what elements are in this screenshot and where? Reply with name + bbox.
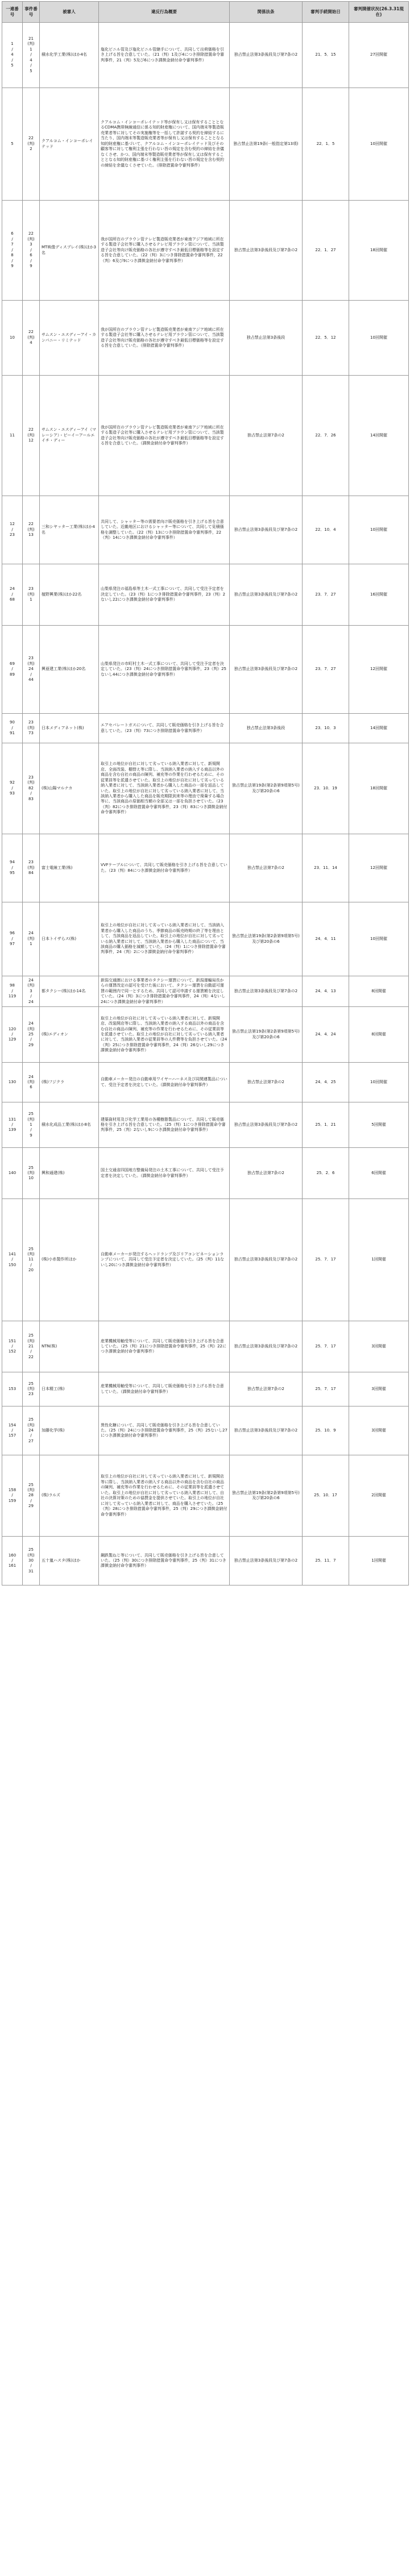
cell-violation: 建築資材用及び化学工業用の各種樹脂製品について、共同して販売価格を引き上げる旨を合意していた。（25（判）1につき排除措置命令審判事件，25（判）2ないし9につき課徴金納付命令審判事件） [99, 1102, 230, 1148]
cell-case-id: 22 (判) 13 [23, 496, 40, 564]
cell-date: 23．7．27 [303, 626, 349, 714]
cell-law: 独占禁止法第3条後段 [230, 714, 303, 743]
header-violation: 違反行為概要 [99, 2, 230, 23]
cell-case-id: 23 (判) 84 [23, 834, 40, 902]
cell-case-no: 5 [2, 88, 23, 201]
table-row [2, 376, 409, 496]
table-row [2, 743, 409, 834]
cell-violation: 取引上の地位が自社に対して劣っている納入業者に対して、当該納入業者から購入した商品のうち、季節商品の販売時期の終了等を理由として、当該商品を返品していた。取引上の地位が自社に対して劣っている納入業者に対して、当該納入業者から購入した商品について、当該商品の購入価格を減額していた。（24（判）1につき排除措置命令審判事件，24（判）2につき課徴金納付命令審判事件） [99, 902, 230, 976]
cell-respondent: (株)フジクラ [40, 1063, 99, 1102]
cell-date: 23．10．3 [303, 714, 349, 743]
cell-law: 独占禁止法第3条後段及び第7条の2 [230, 496, 303, 564]
cell-case-id: 25 (判) 28 / 29 [23, 1455, 40, 1537]
cell-law: 独占禁止法第7条の2 [230, 1148, 303, 1199]
table-row [2, 88, 409, 201]
cell-case-id: 25 (判) 10 [23, 1148, 40, 1199]
cell-respondent: クアルコム・インコーポレイテッド [40, 88, 99, 201]
cell-law: 独占禁止法第7条の2 [230, 1063, 303, 1102]
cell-respondent: 日本精工(株) [40, 1372, 99, 1406]
cell-law: 独占禁止法第7条の2 [230, 834, 303, 902]
cell-respondent: サムスン・エスディーアイ（マレーシア）・ビーイーアールエイチ・ディー [40, 376, 99, 496]
cell-respondent: 日本メディアネット(株) [40, 714, 99, 743]
cell-case-no: 1 / 4 / 5 [2, 23, 23, 88]
cell-case-no: 24 / 68 [2, 564, 23, 626]
cell-case-no: 140 [2, 1148, 23, 1199]
table-row [2, 1537, 409, 1585]
cell-date: 25．10．9 [303, 1406, 349, 1455]
cell-case-no: 151 / 152 [2, 1321, 23, 1372]
cell-case-id: 23 (判) 73 [23, 714, 40, 743]
table-body [2, 23, 409, 1585]
cell-status: 3回開催 [349, 1406, 409, 1455]
cell-case-id: 22 (判) 3 / 6 / 9 [23, 201, 40, 301]
cell-date: 22．1．27 [303, 201, 349, 301]
table-row [2, 1148, 409, 1199]
cell-case-id: 23 (判) 24 / 44 [23, 626, 40, 714]
cell-case-no: 131 / 139 [2, 1102, 23, 1148]
table-row [2, 496, 409, 564]
cell-case-no: 98 / 119 [2, 976, 23, 1007]
cell-date: 22．10．4 [303, 496, 349, 564]
cell-date: 25．10．17 [303, 1455, 349, 1537]
cell-case-no: 12 / 23 [2, 496, 23, 564]
header-case-id: 事件番号 [23, 2, 40, 23]
case-table [2, 1, 409, 1585]
cell-date: 21．5．15 [303, 23, 349, 88]
cell-violation: 自動車メーカーが発注するヘッドランプ及びリアコンビネーションランプについて、共同して受注予定者を決定していた。（25（判）11ないし20につき課徴金納付命令審判事件） [99, 1199, 230, 1321]
cell-case-id: 25 (判) 24 / 27 [23, 1406, 40, 1455]
cell-case-id: 25 (判) 11 / 20 [23, 1199, 40, 1321]
cell-violation: 我が国所在のブラウン管テレビ製造販売業者が東南アジア地域に所在する製造子会社等に購入させるテレビ用ブラウン管について、当該製造子会社等向け販売価格の各社が遵守すべき最低目標価格等を設定する旨を合意していた。（排除措置命令審判事件） [99, 301, 230, 376]
table-row [2, 1321, 409, 1372]
cell-case-no: 130 [2, 1063, 23, 1102]
cell-case-no: 69 / 89 [2, 626, 23, 714]
cell-law: 独占禁止法第19条(第2条第9項第5号)及び第20条の6 [230, 1007, 303, 1063]
cell-violation: 取引上の地位が自社に対して劣っている納入業者に対して、新規開店、全面改装、棚替え等に際し、当該納入業者の納入する商品以外の商品を含む自社の商品の陳列、補充等の作業を行わせるために、その従業員等を派遣させていた。取引上の地位が自社に対して劣っている納入業者に対して、当該納入業者から購入した商品の一部を返品していた。取引上の地位が自社に対して劣っている納入業者に対して、当該納入業者から購入した商品を販売期限到来等の理由で廃棄する場合等に、当該商品の原価相当額の全部又は一部を負担させていた。（23（判）82につき排除措置命令審判事件，23（判）83につき課徴金納付命令審判事件） [99, 743, 230, 834]
table-row [2, 976, 409, 1007]
header-respondent: 被審人 [40, 2, 99, 23]
cell-case-id: 24 (判) 6 [23, 1063, 40, 1102]
cell-violation: 新潟交通圏における事業者のタクシー運賃について、新潟運輸局長からの運賃改定の認可を受けた後において、タクシー運賃を自動認可運賃の範囲内で同一とするため、共同して認可申請する運賃額を決定していた。（24（判）3につき排除措置命令審判事件，24（判）4ないし24につき課徴金納付命令審判事件） [99, 976, 230, 1007]
cell-status: 1回開催 [349, 1537, 409, 1585]
cell-law: 独占禁止法第19条(第2条第9項第5号)及び第20条の6 [230, 743, 303, 834]
cell-law: 独占禁止法第3条後段及び第7条の2 [230, 976, 303, 1007]
cell-law: 独占禁止法第3条後段及び第7条の2 [230, 1199, 303, 1321]
table-row [2, 626, 409, 714]
table-row [2, 1455, 409, 1537]
cell-respondent: サムスン・エスディーアイ・カンパニー・リミテッド [40, 301, 99, 376]
cell-violation: VVFケーブルについて、共同して販売価格を引き上げる旨を合意していた。（23（判）84につき課徴金納付命令審判事件） [99, 834, 230, 902]
cell-law: 独占禁止法第19条(一般指定第13項) [230, 88, 303, 201]
cell-respondent: 積水化学工業(株)ほか4名 [40, 23, 99, 88]
cell-status: 14回開催 [349, 376, 409, 496]
cell-status: 10回開催 [349, 496, 409, 564]
cell-violation: 国土交通省四国地方整備局発注の土木工事について、共同して受注予定者を決定していた。（課徴金納付命令審判事件） [99, 1148, 230, 1199]
cell-case-id: 24 (判) 1 [23, 902, 40, 976]
cell-respondent: 都タクシー(株)ほか14名 [40, 976, 99, 1007]
table-row [2, 834, 409, 902]
cell-case-no: 92 / 93 [2, 743, 23, 834]
cell-case-no: 153 [2, 1372, 23, 1406]
cell-case-id: 21 (判) 1 / 4 / 5 [23, 23, 40, 88]
cell-date: 23．10．19 [303, 743, 349, 834]
cell-violation: 取引上の地位が自社に対して劣っている納入業者に対して、新規開店等に際し、当該納入業者の納入する商品以外の商品を含む自社の商品の陳列、補充等の作業を行わせるために、その従業員等を派遣させていた。取引上の地位が自社に対して劣っている納入業者に対して、自社の決算対策のための協賛金を提供させていた。取引上の地位が自社に対して劣っている納入業者に対して、商品を購入させていた。（25（判）28につき排除措置命令審判事件，25（判）29につき課徴金納付命令審判事件） [99, 1455, 230, 1537]
cell-violation: 取引上の地位が自社に対して劣っている納入業者に対して、新規開店、改装開店等に際し、当該納入業者の納入する商品以外の商品を含む自社の商品の陳列、補充等の作業を行わせるために、その従業員等を派遣させていた。取引上の地位が自社に対して劣っている納入業者に対して、当該納入業者の従業員等の人件費等を負担させていた。（24（判）25につき排除措置命令審判事件，24（判）26ないし29につき課徴金納付命令審判事件） [99, 1007, 230, 1063]
cell-violation: クアルコム・インコーポレイテッド等が保有し又は保有することとなるCDMA携帯無線通信に係る知的財産権について、国内端末等製造販売業者等に対してその実施権等を一括して許諾する契約を締結するに当たり、国内端末等製造販売業者等が保有し又は保有することとなる知的財産権に基づいて、クアルコム・インコーポレイテッド及びその顧客等に対して権利主張を行わない旨の規定を含む契約の締結を余儀なくさせ、かつ、国内端末等製造販売業者等が保有し又は保有することとなる知的財産権に基づく権利主張を行わない旨の規定を含む契約の締結を余儀なくさせていた。（排除措置命令審判事件） [99, 88, 230, 201]
cell-violation: 共同して、シャッター等の需要者向け販売価格を引き上げる旨を合意していた。近畿地区におけるシャッター等について、共同して見積価格を調整していた。（22（判）13につき排除措置命令審判事件，22（判）14につき課徴金納付命令審判事件） [99, 496, 230, 564]
cell-law: 独占禁止法第3条後段及び第7条の2 [230, 1321, 303, 1372]
cell-case-no: 90 / 91 [2, 714, 23, 743]
cell-date: 24．4．13 [303, 976, 349, 1007]
cell-status: 3回開催 [349, 1321, 409, 1372]
cell-respondent: 五十嵐ハスタ(株)ほか [40, 1537, 99, 1585]
table-row [2, 1406, 409, 1455]
table-header-row [2, 2, 409, 23]
cell-date: 22．7．26 [303, 376, 349, 496]
cell-law: 独占禁止法第3条後段及び第7条の2 [230, 23, 303, 88]
cell-date: 24．4．24 [303, 1007, 349, 1063]
table-row [2, 1102, 409, 1148]
table-row [2, 1372, 409, 1406]
cell-case-id: 25 (判) 23 [23, 1372, 40, 1406]
cell-violation: 山梨県発注の福島県等土木一式工事について、共同して受注予定者を決定していた。（23（判）1につき排除措置命令審判事件，23（判）2ないし22につき課徴金納付命令審判事件） [99, 564, 230, 626]
cell-status: 12回開催 [349, 626, 409, 714]
cell-law: 独占禁止法第3条後段及び第7条の2 [230, 1406, 303, 1455]
cell-case-no: 6 / 7 / 8 / 9 [2, 201, 23, 301]
cell-respondent: NTN(株) [40, 1321, 99, 1372]
cell-respondent: 三和シヤッター工業(株)ほか4名 [40, 496, 99, 564]
table-row [2, 1063, 409, 1102]
cell-violation: 山梨県発注の市町村土木一式工事について、共同して受注予定者を決定していた。（23（判）24につき排除措置命令審判事件，23（判）25ないし44につき課徴金納付命令審判事件） [99, 626, 230, 714]
cell-law: 独占禁止法第3条後段及び第7条の2 [230, 1537, 303, 1585]
cell-respondent: 日本トイザらス(株) [40, 902, 99, 976]
cell-date: 25．7．17 [303, 1321, 349, 1372]
cell-law: 独占禁止法第7条の2 [230, 376, 303, 496]
cell-case-no: 11 [2, 376, 23, 496]
cell-respondent: 興亜建工業(株)ほか20名 [40, 626, 99, 714]
cell-status: 16回開催 [349, 564, 409, 626]
cell-case-no: 10 [2, 301, 23, 376]
cell-case-no: 120 / 129 [2, 1007, 23, 1063]
cell-respondent: (株)小糸製作所ほか [40, 1199, 99, 1321]
table-row [2, 902, 409, 976]
table-row [2, 564, 409, 626]
cell-case-id: 22 (判) 2 [23, 88, 40, 201]
cell-respondent: MT映像ディスプレイ(株)ほか3名 [40, 201, 99, 301]
cell-case-id: 23 (判) 82 / 83 [23, 743, 40, 834]
cell-status: 8回開催 [349, 976, 409, 1007]
cell-status: 27回開催 [349, 23, 409, 88]
cell-violation: 産業機械用軸受等について、共同して販売価格を引き上げる旨を合意していた。（25（判）21につき排除措置命令審判事件，25（判）22につき課徴金納付命令審判事件） [99, 1321, 230, 1372]
cell-case-id: 24 (判) 3 / 24 [23, 976, 40, 1007]
cell-violation: エアセパレートガスについて、共同して販売価格を引き上げる旨を合意していた。（23（判）73につき排除措置命令審判事件） [99, 714, 230, 743]
cell-case-id: 25 (判) 21 / 22 [23, 1321, 40, 1372]
cell-status: 14回開催 [349, 714, 409, 743]
cell-status: 12回開催 [349, 834, 409, 902]
cell-respondent: 富士電線工業(株) [40, 834, 99, 902]
cell-status: 2回開催 [349, 1455, 409, 1537]
cell-date: 22．1．5 [303, 88, 349, 201]
cell-case-no: 141 / 150 [2, 1199, 23, 1321]
cell-law: 独占禁止法第19条(第2条第9項第5号)及び第20条の6 [230, 902, 303, 976]
header-case-no: 一連番号 [2, 2, 23, 23]
cell-respondent: 興和通建(株) [40, 1148, 99, 1199]
cell-status: 5回開催 [349, 1102, 409, 1148]
cell-case-no: 158 / 159 [2, 1455, 23, 1537]
cell-case-id: 22 (判) 12 [23, 376, 40, 496]
cell-status: 10回開催 [349, 1063, 409, 1102]
cell-date: 25．1．21 [303, 1102, 349, 1148]
cell-status: 6回開催 [349, 1148, 409, 1199]
cell-status: 8回開催 [349, 1007, 409, 1063]
cell-date: 23．7．27 [303, 564, 349, 626]
cell-date: 25．7．17 [303, 1372, 349, 1406]
header-status: 審判開催状況(26.3.31現在) [349, 2, 409, 23]
cell-date: 25．2．6 [303, 1148, 349, 1199]
cell-law: 独占禁止法第3条後段及び第7条の2 [230, 564, 303, 626]
cell-respondent: (株)エディオン [40, 1007, 99, 1063]
cell-respondent: 加藤化学(株) [40, 1406, 99, 1455]
cell-violation: 塩化ビニル管及び塩化ビニル管継手について、共同して出荷価格を引き上げる旨を合意していた。（21（判）1及び4につき排除措置命令審判事件，21（判）5及び6につき課徴金納付命令審判事件） [99, 23, 230, 88]
cell-violation: 我が国所在のブラウン管テレビ製造販売業者が東南アジア地域に所在する製造子会社等に購入させるテレビ用ブラウン管について、当該製造子会社等向け販売価格の各社が遵守すべき最低目標価格等を設定する旨を合意していた。（課徴金納付命令審判事件） [99, 376, 230, 496]
cell-law: 独占禁止法第3条後段及び第7条の2 [230, 1102, 303, 1148]
table-row [2, 1199, 409, 1321]
cell-law: 独占禁止法第3条後段 [230, 301, 303, 376]
cell-respondent: (株)ラルズ [40, 1455, 99, 1537]
cell-case-no: 96 / 97 [2, 902, 23, 976]
cell-status: 10回開催 [349, 301, 409, 376]
cell-date: 24．4．25 [303, 1063, 349, 1102]
cell-respondent: 積水化成品工業(株)ほか8名 [40, 1102, 99, 1148]
table-row [2, 201, 409, 301]
table-row [2, 714, 409, 743]
table-row [2, 1007, 409, 1063]
cell-case-id: 24 (判) 25 / 29 [23, 1007, 40, 1063]
cell-date: 22．5．12 [303, 301, 349, 376]
header-law: 関係法条 [230, 2, 303, 23]
cell-violation: 我が国所在のブラウン管テレビ製造販売業者が東南アジア地域に所在する製造子会社等に購入させるテレビ用ブラウン管について、当該製造子会社等向け販売価格の各社が遵守すべき最低目標価格等を設定する旨を合意していた。（22（判）3につき排除措置命令審判事件，22（判）6及び9につき課徴金納付命令審判事件） [99, 201, 230, 301]
cell-respondent: (株)山陽マルナカ [40, 743, 99, 834]
cell-case-no: 154 / 157 [2, 1406, 23, 1455]
cell-case-id: 25 (判) 30 / 31 [23, 1537, 40, 1585]
cell-law: 独占禁止法第7条の2 [230, 1372, 303, 1406]
cell-case-id: 23 (判) 1 [23, 564, 40, 626]
cell-law: 独占禁止法第19条(第2条第9項第5号)及び第20条の6 [230, 1455, 303, 1537]
cell-status: 18回開催 [349, 201, 409, 301]
cell-violation: 自動車メーカー発注の自動車用ワイヤーハーネス及び同関連製品について、受注予定者を決定していた。（課徴金納付命令審判事件） [99, 1063, 230, 1102]
cell-date: 23．11．14 [303, 834, 349, 902]
cell-case-id: 22 (判) 4 [23, 301, 40, 376]
cell-respondent: 植野興業(株)ほか22名 [40, 564, 99, 626]
cell-case-id: 25 (判) 1 / 9 [23, 1102, 40, 1148]
cell-case-no: 94 / 95 [2, 834, 23, 902]
cell-violation: 異性化糖について、共同して販売価格を引き上げる旨を合意していた。（25（判）24につき排除措置命令審判事件，25（判）25ないし27につき課徴金納付命令審判事件） [99, 1406, 230, 1455]
cell-law: 独占禁止法第3条後段及び第7条の2 [230, 626, 303, 714]
cell-status: 10回開催 [349, 902, 409, 976]
table-row [2, 301, 409, 376]
cell-law: 独占禁止法第3条後段及び第7条の2 [230, 201, 303, 301]
cell-status: 1回開催 [349, 1199, 409, 1321]
header-date: 審判手続開始日 [303, 2, 349, 23]
cell-status: 10回開催 [349, 88, 409, 201]
cell-status: 18回開催 [349, 743, 409, 834]
cell-date: 24．4．11 [303, 902, 349, 976]
cell-date: 25．7．17 [303, 1199, 349, 1321]
cell-violation: 産業機械用軸受等について、共同して販売価格を引き上げる旨を合意していた。（課徴金納付命令審判事件） [99, 1372, 230, 1406]
table-row [2, 23, 409, 88]
cell-case-no: 160 / 161 [2, 1537, 23, 1585]
cell-date: 25．11．7 [303, 1537, 349, 1585]
cell-violation: 鋼鉄製ねじ等について、共同して販売価格を引き上げる旨を合意していた。（25（判）30につき排除措置命令審判事件，25（判）31につき課徴金納付命令審判事件） [99, 1537, 230, 1585]
cell-status: 3回開催 [349, 1372, 409, 1406]
